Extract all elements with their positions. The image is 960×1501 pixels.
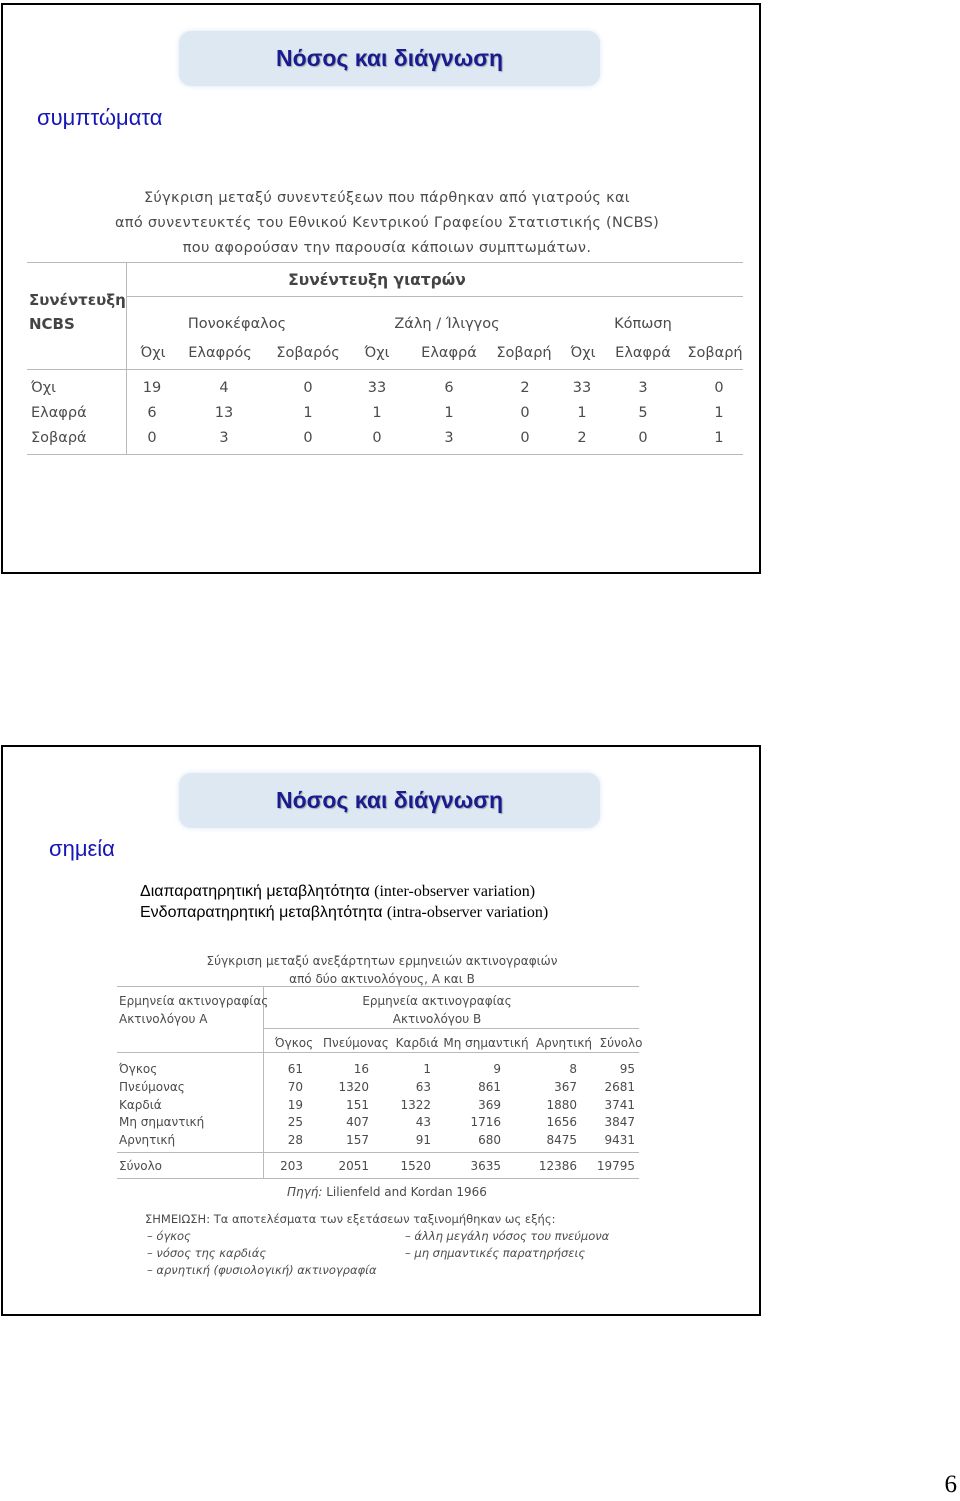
table-cell: 6 [444, 380, 454, 396]
divider [117, 986, 639, 987]
table-cell: 1 [714, 430, 724, 446]
table-cell: 43 [415, 1115, 431, 1129]
divider [263, 1028, 639, 1029]
table-cell: 16 [353, 1062, 369, 1076]
table-cell: 0 [303, 430, 313, 446]
column-header: Σύνολο [599, 1036, 643, 1050]
table-cell: 91 [415, 1133, 431, 1147]
table-cell: 2 [577, 430, 587, 446]
row-header: NCBS [29, 315, 75, 333]
column-header: Πνεύμονας [323, 1036, 389, 1050]
caption-line: που αφορούσαν την παρουσία κάποιων συμπτωμάτων. [182, 240, 592, 256]
table-cell: 1716 [470, 1115, 501, 1129]
table-cell: 3741 [604, 1098, 635, 1112]
row-label: Αρνητική [119, 1133, 176, 1147]
column-header: Σοβαρός [276, 345, 340, 361]
page-number: 6 [944, 1471, 957, 1498]
table-cell: 9 [493, 1062, 501, 1076]
table-cell: 1 [444, 405, 454, 421]
column-header: Όχι [140, 345, 166, 361]
table-cell: 3 [638, 380, 648, 396]
section-label: συμπτώματα [37, 105, 163, 130]
title-banner [179, 773, 600, 828]
table-cell: 0 [714, 380, 724, 396]
table-cell: 407 [346, 1115, 369, 1129]
table-caption [27, 186, 747, 261]
table-cell: 63 [415, 1080, 431, 1094]
symptom-header: Ζάλη / Ίλιγγος [394, 316, 500, 332]
caption-line: από δύο ακτινολόγους, Α και Β [289, 972, 475, 986]
definition-greek: Διαπαρατηρητική μεταβλητότητα [140, 883, 370, 900]
caption-line: Σύγκριση μεταξύ ανεξάρτητων ερμηνειών ακτινογραφιών [206, 954, 558, 968]
row-label: Ελαφρά [31, 405, 87, 421]
column-header: Ελαφρός [188, 345, 252, 361]
source-text: Lilienfeld and Kordan 1966 [326, 1185, 487, 1199]
table-cell: 12386 [538, 1159, 577, 1173]
definition-english: (inter-observer variation) [374, 883, 536, 900]
table-cell: 19 [287, 1098, 303, 1112]
note-item: – αρνητική (φυσιολογική) ακτινογραφία [147, 1263, 377, 1277]
table-cell: 19 [142, 380, 162, 396]
row-label: Πνεύμονας [119, 1080, 185, 1094]
divider [117, 1052, 639, 1053]
table-cell: 70 [287, 1080, 303, 1094]
table-cell: 1880 [546, 1098, 577, 1112]
table-cell: 61 [287, 1062, 303, 1076]
table-cell: 1520 [400, 1159, 431, 1173]
table-cell: 25 [287, 1115, 303, 1129]
symptom-header: Κόπωση [614, 316, 672, 332]
table-cell: 6 [147, 405, 157, 421]
total-label: Σύνολο [119, 1159, 163, 1173]
definition-line [140, 881, 548, 902]
definition-english: (intra-observer variation) [386, 904, 549, 921]
table-cell: 13 [214, 405, 234, 421]
table-cell: 203 [280, 1159, 303, 1173]
note-title: ΣΗΜΕΙΩΣΗ: Τα αποτελέσματα των εξετάσεων ταξινομήθηκαν ως εξής: [145, 1212, 556, 1226]
table-cell: 2681 [604, 1080, 635, 1094]
divider [263, 986, 264, 1178]
table-cell: 33 [572, 380, 592, 396]
row-header: Συνέντευξη [29, 291, 126, 309]
column-header: Καρδιά [395, 1036, 439, 1050]
slide-title: Νόσος και διάγνωση [275, 787, 504, 813]
table-cell: 1 [577, 405, 587, 421]
table-cell: 1 [303, 405, 313, 421]
table-cell: 680 [478, 1133, 501, 1147]
table-cell: 1 [423, 1062, 431, 1076]
table-cell: 0 [147, 430, 157, 446]
table-cell: 0 [638, 430, 648, 446]
column-header: Σοβαρή [687, 345, 743, 361]
divider [126, 296, 743, 297]
column-group-header: Ακτινολόγου Β [392, 1012, 482, 1026]
column-header: Όχι [364, 345, 390, 361]
divider [117, 1178, 639, 1179]
row-label: Σοβαρά [31, 430, 87, 446]
row-label: Όγκος [119, 1062, 158, 1076]
caption-line: Σύγκριση μεταξύ συνεντεύξεων που πάρθηκαν από γιατρούς και [143, 190, 631, 206]
table-cell: 95 [619, 1062, 635, 1076]
column-group-header: Ερμηνεία ακτινογραφίας [362, 994, 512, 1008]
table-cell: 2 [520, 380, 530, 396]
slide-title: Νόσος και διάγνωση [275, 45, 504, 71]
divider [27, 369, 743, 370]
table-cell: 3635 [470, 1159, 501, 1173]
table-cell: 0 [372, 430, 382, 446]
table-caption [117, 952, 647, 988]
caption-line: από συνεντευκτές του Εθνικού Κεντρικού Γραφείου Στατιστικής (NCBS) [114, 215, 660, 231]
table-cell: 1 [714, 405, 724, 421]
table-cell: 2051 [338, 1159, 369, 1173]
table-cell: 1656 [546, 1115, 577, 1129]
table-cell: 4 [219, 380, 229, 396]
table-cell: 367 [554, 1080, 577, 1094]
table-cell: 0 [520, 430, 530, 446]
column-header: Όγκος [274, 1036, 314, 1050]
table-cell: 151 [346, 1098, 369, 1112]
row-label: Μη σημαντική [119, 1115, 205, 1129]
table-cell: 1320 [338, 1080, 369, 1094]
definition-line [140, 902, 548, 923]
table-cell: 0 [303, 380, 313, 396]
column-header: Μη σημαντική [443, 1036, 529, 1050]
table-cell: 3 [444, 430, 454, 446]
section-label: σημεία [49, 836, 115, 861]
divider [126, 262, 127, 455]
table-cell: 1 [372, 405, 382, 421]
table-cell: 8 [569, 1062, 577, 1076]
note-item: – όγκος [147, 1229, 191, 1243]
column-header: Όχι [570, 345, 596, 361]
table-cell: 5 [638, 405, 648, 421]
table-cell: 33 [367, 380, 387, 396]
table-cell: 3847 [604, 1115, 635, 1129]
divider [27, 262, 743, 263]
table-cell: 1322 [400, 1098, 431, 1112]
table-cell: 8475 [546, 1133, 577, 1147]
column-header: Αρνητική [535, 1036, 593, 1050]
table-cell: 3 [219, 430, 229, 446]
table-cell: 19795 [596, 1159, 635, 1173]
row-label: Όχι [31, 380, 57, 396]
row-header: Ακτινολόγου Α [119, 1012, 208, 1026]
table-cell: 861 [478, 1080, 501, 1094]
column-header: Ελαφρά [615, 345, 671, 361]
source-label: Πηγή: [287, 1185, 323, 1199]
title-banner [179, 31, 600, 86]
table-cell: 369 [478, 1098, 501, 1112]
row-label: Καρδιά [119, 1098, 162, 1112]
scanned-table-symptoms [27, 183, 747, 463]
variation-definitions [140, 881, 548, 923]
table-cell: 9431 [604, 1133, 635, 1147]
note-item: – άλλη μεγάλη νόσος του πνεύμονα [405, 1229, 610, 1243]
table-cell: 28 [287, 1133, 303, 1147]
column-header: Ελαφρά [421, 345, 477, 361]
scanned-table-radiology [117, 950, 647, 1290]
column-header: Σοβαρή [496, 345, 552, 361]
divider [117, 1152, 639, 1153]
table-cell: 0 [520, 405, 530, 421]
note-item: – μη σημαντικές παρατηρήσεις [405, 1246, 586, 1260]
table-cell: 157 [346, 1133, 369, 1147]
group-header: Συνέντευξη γιατρών [288, 271, 466, 289]
row-header: Ερμηνεία ακτινογραφίας [119, 994, 269, 1008]
slide-1 [1, 3, 761, 574]
symptom-header: Πονοκέφαλος [187, 316, 287, 332]
slide-2 [1, 745, 761, 1316]
definition-greek: Ενδοπαρατηρητική μεταβλητότητα [140, 904, 383, 921]
source-line [287, 1185, 487, 1199]
note-item: – νόσος της καρδιάς [147, 1246, 267, 1260]
divider [27, 454, 743, 455]
